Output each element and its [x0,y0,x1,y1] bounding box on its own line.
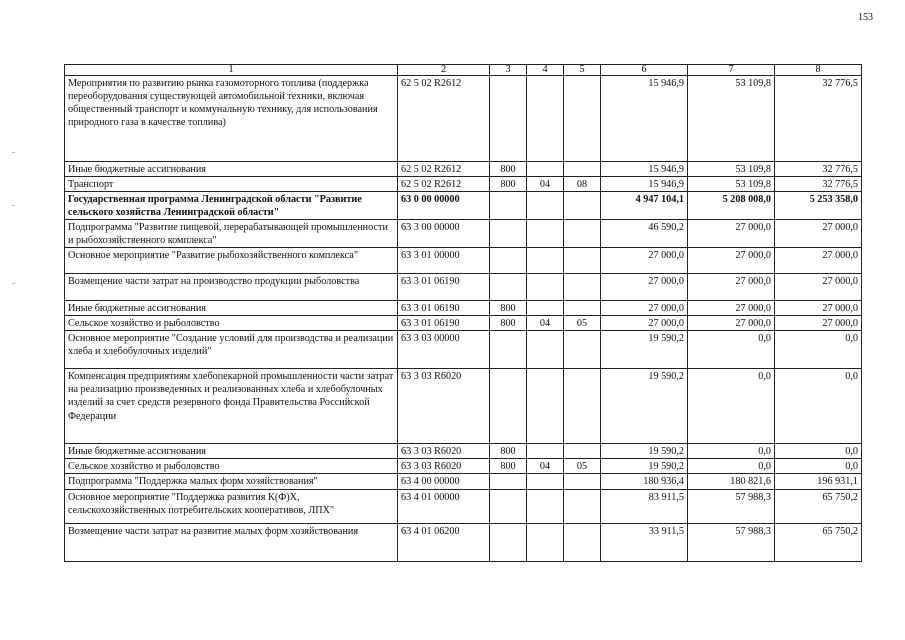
row-section-cell [527,76,564,162]
row-expense-type-cell: 800 [490,177,527,192]
header-cell-1: 1 [65,65,398,76]
row-expense-type-cell [490,369,527,444]
row-amount-col7-cell: 27 000,0 [688,248,775,274]
row-expense-type-cell [490,474,527,489]
row-amount-col7-cell: 180 821,6 [688,474,775,489]
table-row [65,523,862,561]
row-amount-col6-cell: 19 590,2 [601,444,688,459]
row-amount-col8-cell: 27 000,0 [775,274,862,301]
row-amount-col8-cell: 27 000,0 [775,301,862,316]
row-subsection-cell [564,523,601,561]
row-amount-col8-cell: 196 931,1 [775,474,862,489]
row-code-cell: 63 4 01 00000 [398,489,490,523]
row-code-cell: 63 3 01 06190 [398,316,490,331]
row-amount-col6-cell: 15 946,9 [601,76,688,162]
table-row [65,248,862,274]
row-amount-col8-cell: 27 000,0 [775,316,862,331]
row-section-cell: 04 [527,316,564,331]
row-code-cell: 63 4 01 06200 [398,523,490,561]
row-code-cell: 62 5 02 R2612 [398,76,490,162]
table-row [65,192,862,220]
scan-mark [12,205,15,206]
scan-mark [12,152,15,153]
row-amount-col7-cell: 0,0 [688,459,775,474]
row-expense-type-cell [490,248,527,274]
row-name-cell: Возмещение части затрат на развитие малых форм хозяйствования [65,523,398,561]
row-name-cell: Основное мероприятие "Поддержка развития К(Ф)Х, сельскохозяйственных потребительских кооперативов, ЛПХ" [65,489,398,523]
row-amount-col7-cell: 0,0 [688,369,775,444]
header-cell-5: 5 [564,65,601,76]
row-amount-col8-cell: 27 000,0 [775,220,862,248]
row-amount-col8-cell: 32 776,5 [775,177,862,192]
row-amount-col6-cell: 15 946,9 [601,177,688,192]
header-cell-4: 4 [527,65,564,76]
table-row [65,316,862,331]
row-code-cell: 63 0 00 00000 [398,192,490,220]
row-expense-type-cell [490,523,527,561]
row-expense-type-cell: 800 [490,162,527,177]
row-amount-col6-cell: 19 590,2 [601,331,688,369]
row-amount-col8-cell: 5 253 358,0 [775,192,862,220]
row-subsection-cell [564,369,601,444]
row-expense-type-cell [490,274,527,301]
row-subsection-cell [564,220,601,248]
row-section-cell [527,192,564,220]
row-amount-col8-cell: 0,0 [775,369,862,444]
header-cell-6: 6 [601,65,688,76]
row-amount-col6-cell: 27 000,0 [601,274,688,301]
row-amount-col6-cell: 19 590,2 [601,369,688,444]
row-subsection-cell: 08 [564,177,601,192]
row-name-cell: Транспорт [65,177,398,192]
row-subsection-cell [564,489,601,523]
row-subsection-cell: 05 [564,459,601,474]
row-subsection-cell [564,301,601,316]
row-name-cell: Подпрограмма "Развитие пищевой, перерабатывающей промышленности и рыбохозяйственного комплекса" [65,220,398,248]
row-name-cell: Государственная программа Ленинградской области "Развитие сельского хозяйства Ленинградской области" [65,192,398,220]
row-amount-col7-cell: 0,0 [688,444,775,459]
row-expense-type-cell [490,76,527,162]
row-name-cell: Иные бюджетные ассигнования [65,162,398,177]
page-number: 153 [858,12,873,23]
row-section-cell [527,474,564,489]
row-section-cell [527,523,564,561]
table-row [65,220,862,248]
header-cell-3: 3 [490,65,527,76]
row-section-cell [527,248,564,274]
row-amount-col6-cell: 4 947 104,1 [601,192,688,220]
row-amount-col7-cell: 53 109,8 [688,177,775,192]
table-row [65,162,862,177]
header-cell-7: 7 [688,65,775,76]
row-section-cell [527,274,564,301]
row-amount-col7-cell: 27 000,0 [688,220,775,248]
table-row [65,274,862,301]
row-code-cell: 63 3 01 06190 [398,274,490,301]
table-row [65,369,862,444]
row-amount-col8-cell: 0,0 [775,459,862,474]
row-code-cell: 63 3 01 00000 [398,248,490,274]
row-expense-type-cell [490,220,527,248]
table-row [65,474,862,489]
row-amount-col8-cell: 65 750,2 [775,489,862,523]
row-amount-col7-cell: 27 000,0 [688,316,775,331]
row-subsection-cell [564,331,601,369]
row-amount-col7-cell: 57 988,3 [688,489,775,523]
row-subsection-cell [564,76,601,162]
row-amount-col7-cell: 53 109,8 [688,162,775,177]
row-amount-col8-cell: 32 776,5 [775,76,862,162]
table-row [65,177,862,192]
row-section-cell [527,301,564,316]
row-name-cell: Основное мероприятие "Создание условий для производства и реализации хлеба и хлебобулочных изделий" [65,331,398,369]
row-section-cell: 04 [527,459,564,474]
row-amount-col8-cell: 32 776,5 [775,162,862,177]
row-name-cell: Иные бюджетные ассигнования [65,444,398,459]
row-amount-col6-cell: 46 590,2 [601,220,688,248]
budget-table [64,64,862,562]
header-cell-8: 8 [775,65,862,76]
header-cell-2: 2 [398,65,490,76]
row-code-cell: 63 3 03 R6020 [398,369,490,444]
row-code-cell: 63 3 00 00000 [398,220,490,248]
row-expense-type-cell: 800 [490,301,527,316]
row-section-cell [527,444,564,459]
row-name-cell: Сельское хозяйство и рыболовство [65,316,398,331]
row-name-cell: Основное мероприятие "Развитие рыбохозяйственного комплекса" [65,248,398,274]
row-amount-col8-cell: 65 750,2 [775,523,862,561]
row-code-cell: 62 5 02 R2612 [398,162,490,177]
row-subsection-cell [564,444,601,459]
row-amount-col7-cell: 57 988,3 [688,523,775,561]
row-subsection-cell [564,248,601,274]
row-amount-col6-cell: 15 946,9 [601,162,688,177]
header-row [65,65,862,76]
row-name-cell: Мероприятия по развитию рынка газомоторного топлива (поддержка переоборудования существующей автомобильной техники, включая общественный транспорт и коммунальную технику, для использования природного газа в качестве топлива) [65,76,398,162]
row-code-cell: 63 3 03 R6020 [398,459,490,474]
row-subsection-cell [564,162,601,177]
table-row [65,444,862,459]
row-code-cell: 63 3 03 00000 [398,331,490,369]
row-subsection-cell [564,274,601,301]
row-expense-type-cell [490,331,527,369]
row-amount-col7-cell: 53 109,8 [688,76,775,162]
row-name-cell: Возмещение части затрат на производство продукции рыболовства [65,274,398,301]
row-code-cell: 62 5 02 R2612 [398,177,490,192]
row-subsection-cell: 05 [564,316,601,331]
row-amount-col6-cell: 180 936,4 [601,474,688,489]
row-amount-col7-cell: 27 000,0 [688,301,775,316]
row-amount-col6-cell: 19 590,2 [601,459,688,474]
row-code-cell: 63 3 03 R6020 [398,444,490,459]
row-section-cell [527,220,564,248]
row-name-cell: Подпрограмма "Поддержка малых форм хозяйствования" [65,474,398,489]
row-section-cell [527,162,564,177]
row-amount-col7-cell: 0,0 [688,331,775,369]
row-expense-type-cell: 800 [490,459,527,474]
row-subsection-cell [564,192,601,220]
row-amount-col6-cell: 27 000,0 [601,248,688,274]
scan-mark [12,283,15,284]
row-code-cell: 63 4 00 00000 [398,474,490,489]
row-amount-col8-cell: 0,0 [775,331,862,369]
row-amount-col6-cell: 27 000,0 [601,316,688,331]
row-name-cell: Иные бюджетные ассигнования [65,301,398,316]
row-amount-col7-cell: 5 208 008,0 [688,192,775,220]
row-section-cell [527,331,564,369]
row-code-cell: 63 3 01 06190 [398,301,490,316]
row-amount-col8-cell: 27 000,0 [775,248,862,274]
row-name-cell: Сельское хозяйство и рыболовство [65,459,398,474]
table-row [65,301,862,316]
row-amount-col6-cell: 33 911,5 [601,523,688,561]
row-expense-type-cell [490,192,527,220]
row-section-cell [527,369,564,444]
row-name-cell: Компенсация предприятиям хлебопекарной промышленности части затрат на реализацию произведенных и реализованных хлеба и хлебобулочных изделий за счет средств резервного фонда Правительства Российской Федерации [65,369,398,444]
table-row [65,489,862,523]
table-row [65,459,862,474]
row-subsection-cell [564,474,601,489]
row-expense-type-cell: 800 [490,316,527,331]
table-row [65,76,862,162]
row-amount-col6-cell: 83 911,5 [601,489,688,523]
row-amount-col7-cell: 27 000,0 [688,274,775,301]
row-expense-type-cell: 800 [490,444,527,459]
row-amount-col6-cell: 27 000,0 [601,301,688,316]
row-amount-col8-cell: 0,0 [775,444,862,459]
row-expense-type-cell [490,489,527,523]
row-section-cell [527,489,564,523]
row-section-cell: 04 [527,177,564,192]
table-row [65,331,862,369]
